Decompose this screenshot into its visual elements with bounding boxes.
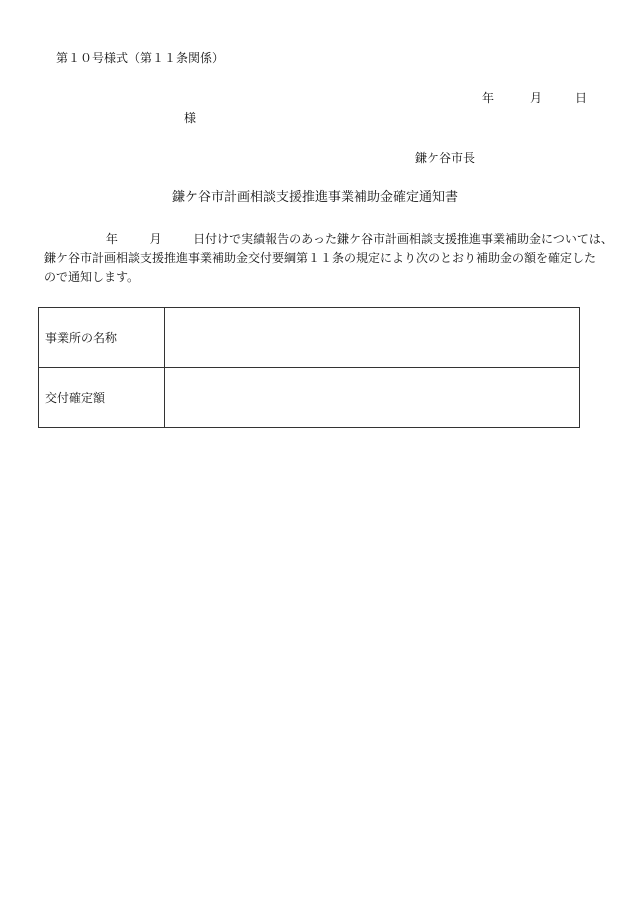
body-month-label: 月: [149, 232, 162, 246]
body-year-label: 年: [105, 232, 118, 246]
form-number: 第１０号様式（第１１条関係）: [56, 51, 225, 65]
info-table: [38, 307, 580, 428]
date-year-label: 年: [482, 91, 495, 105]
table-row: [39, 308, 580, 368]
confirmed-amount-label: 交付確定額: [39, 368, 165, 428]
body-line-1-text: 日付けで実績報告のあった鎌ケ谷市計画相談支援推進事業補助金については、: [193, 232, 613, 246]
body-line-3: ので通知します。: [44, 270, 140, 284]
body-line-2: 鎌ケ谷市計画相談支援推進事業補助金交付要綱第１１条の規定により次のとおり補助金の額を確定した: [44, 251, 597, 265]
addressee-suffix: 様: [184, 111, 197, 125]
date-month-label: 月: [530, 91, 543, 105]
table-row: [39, 368, 580, 428]
date-day-label: 日: [575, 91, 588, 105]
body-line-1: [44, 231, 613, 247]
office-name-value: [165, 308, 580, 368]
office-name-label: 事業所の名称: [39, 308, 165, 368]
confirmed-amount-value: [165, 368, 580, 428]
document-title: 鎌ケ谷市計画相談支援推進事業補助金確定通知書: [171, 190, 458, 205]
issuer-name: 鎌ケ谷市長: [415, 151, 476, 165]
